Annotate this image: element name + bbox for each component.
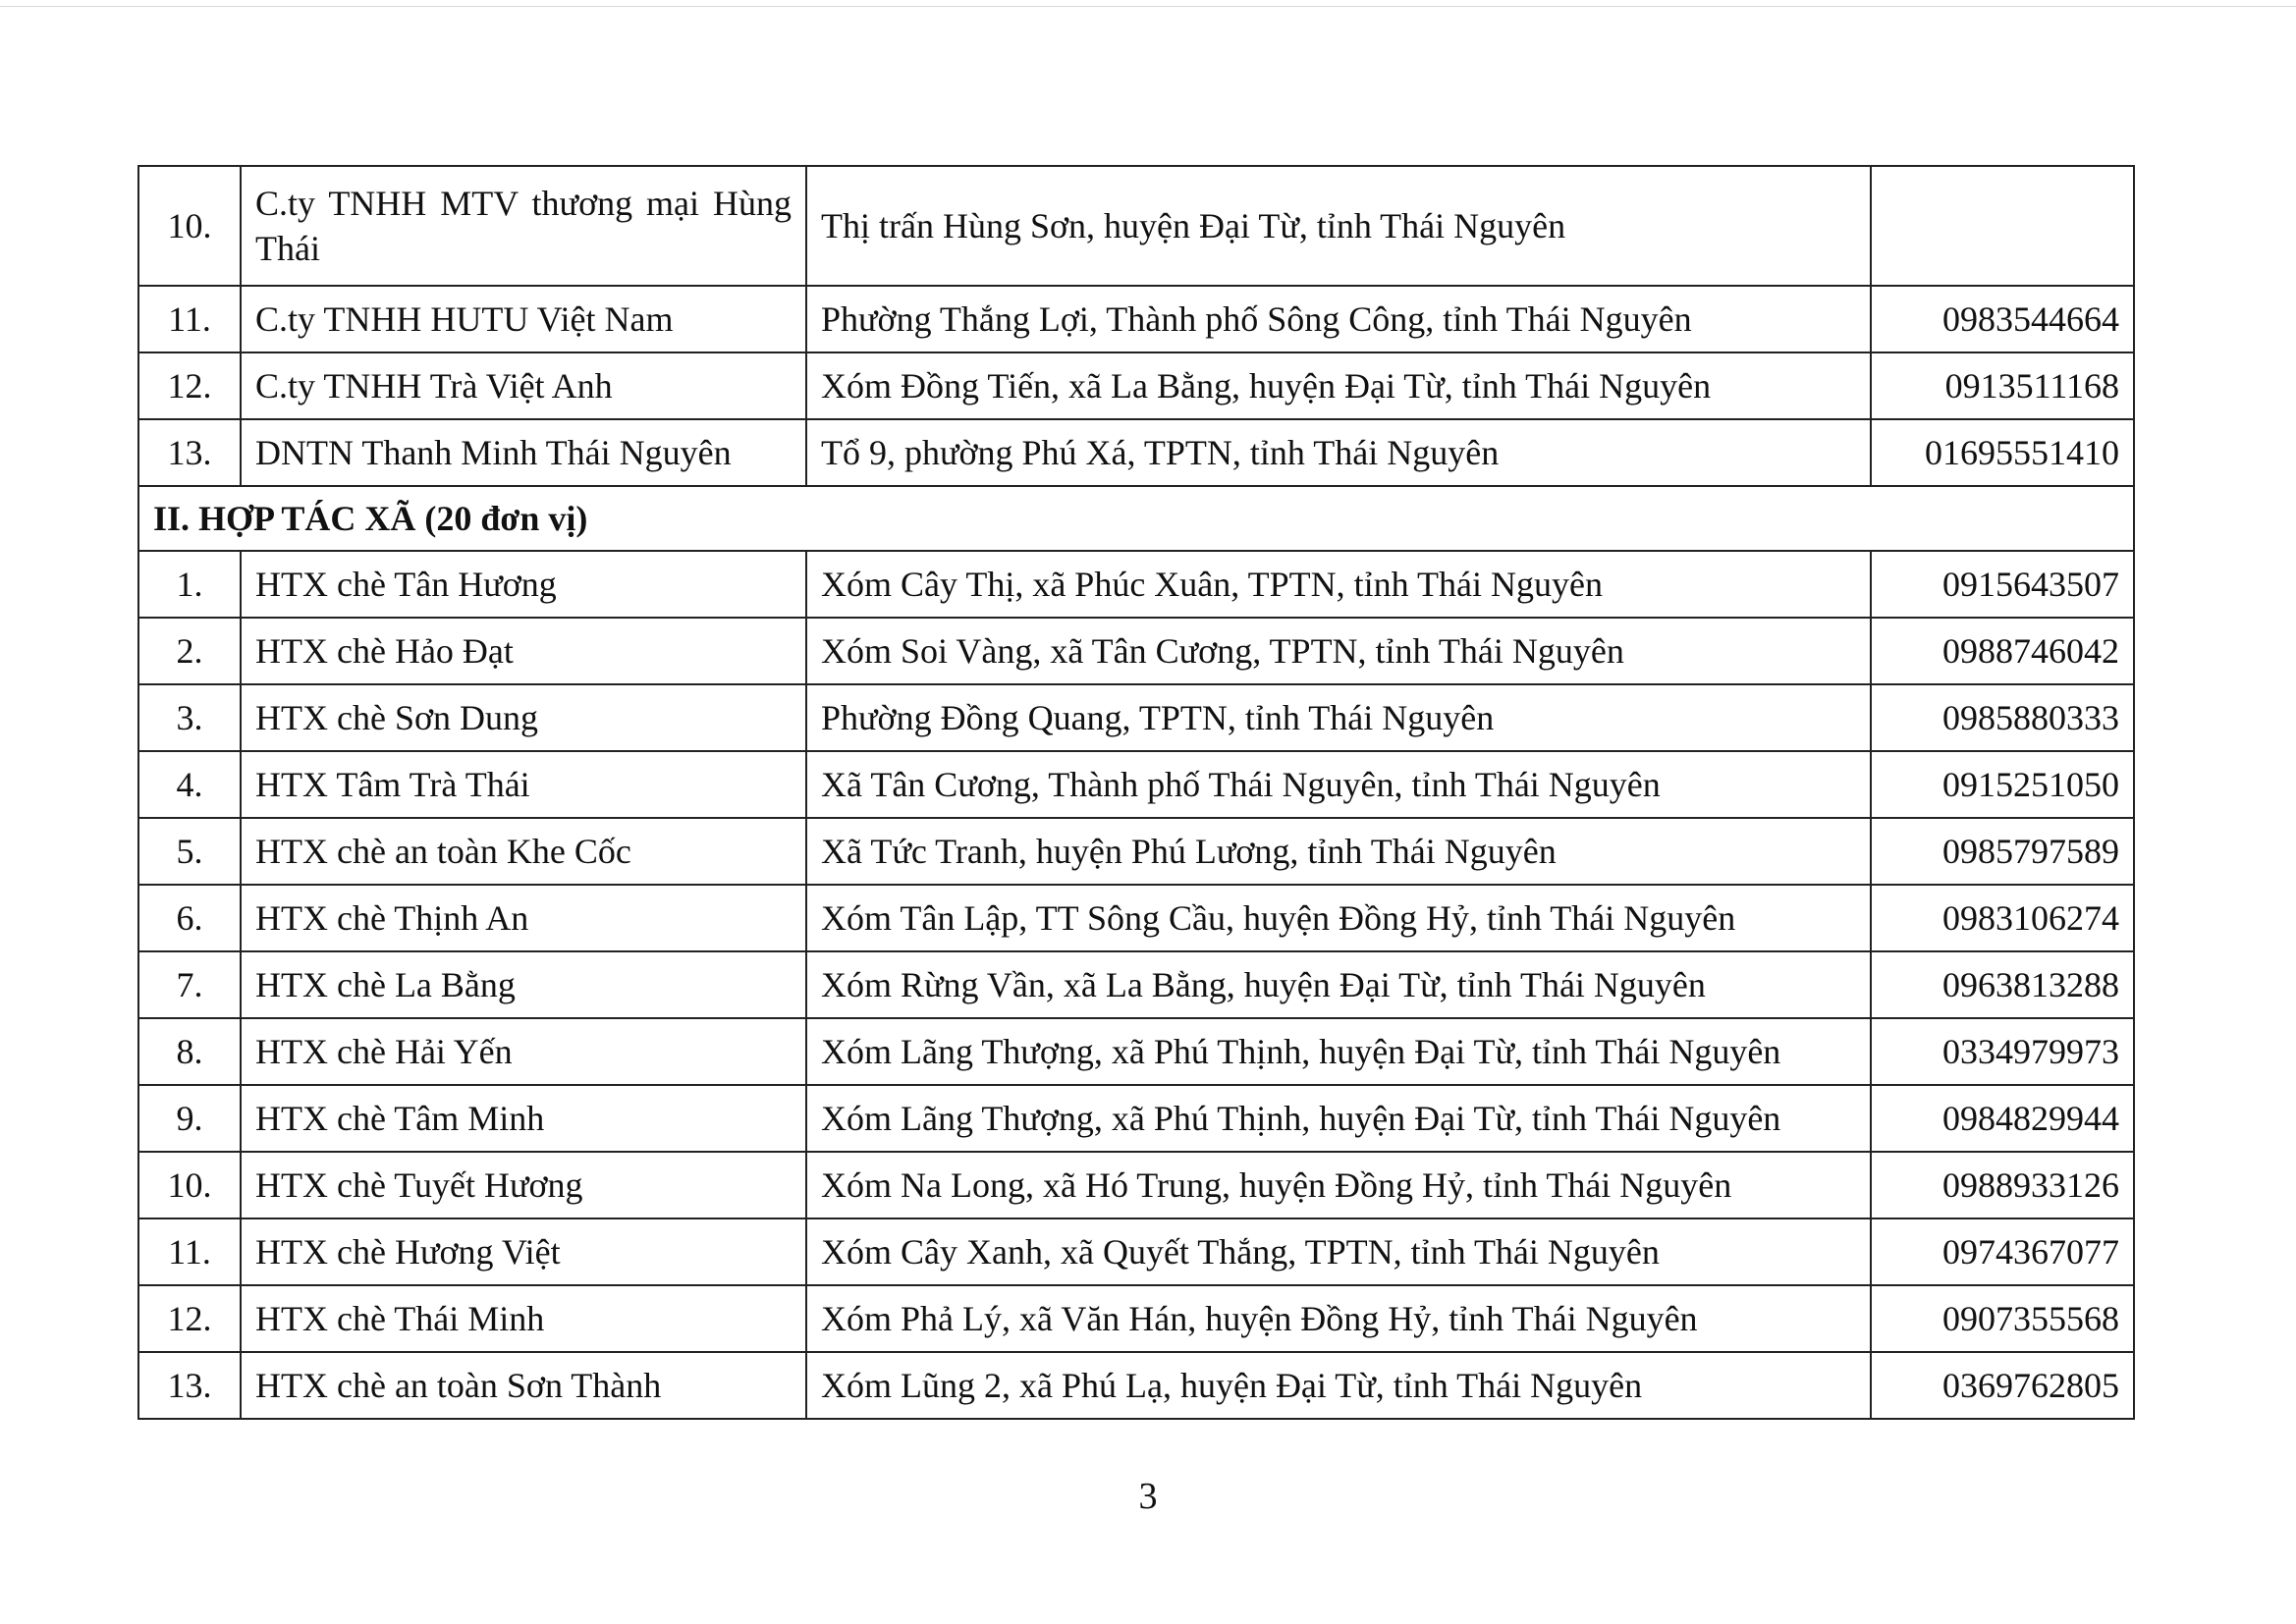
unit-phone: 0983106274 — [1871, 885, 2134, 951]
unit-phone: 0974367077 — [1871, 1218, 2134, 1285]
unit-name: HTX chè Thịnh An — [241, 885, 806, 951]
row-number: 9. — [138, 1085, 241, 1152]
unit-address: Xóm Cây Thị, xã Phúc Xuân, TPTN, tỉnh Thái Nguyên — [806, 551, 1871, 618]
unit-address: Xóm Na Long, xã Hó Trung, huyện Đồng Hỷ, tỉnh Thái Nguyên — [806, 1152, 1871, 1218]
unit-name: C.ty TNHH Trà Việt Anh — [241, 352, 806, 419]
unit-phone: 0984829944 — [1871, 1085, 2134, 1152]
unit-address: Xóm Phả Lý, xã Văn Hán, huyện Đồng Hỷ, tỉnh Thái Nguyên — [806, 1285, 1871, 1352]
row-number: 5. — [138, 818, 241, 885]
table-row — [138, 1285, 2134, 1352]
row-number: 10. — [138, 166, 241, 286]
row-number: 7. — [138, 951, 241, 1018]
row-number: 13. — [138, 1352, 241, 1419]
row-number: 3. — [138, 684, 241, 751]
table-row — [138, 1152, 2134, 1218]
unit-address: Phường Thắng Lợi, Thành phố Sông Công, tỉnh Thái Nguyên — [806, 286, 1871, 352]
table-row — [138, 751, 2134, 818]
unit-phone: 0369762805 — [1871, 1352, 2134, 1419]
row-number: 12. — [138, 352, 241, 419]
unit-name: HTX chè Tân Hương — [241, 551, 806, 618]
page-number: 3 — [1138, 1476, 1158, 1517]
unit-name: HTX chè Hảo Đạt — [241, 618, 806, 684]
unit-name: HTX chè Tuyết Hương — [241, 1152, 806, 1218]
unit-name: DNTN Thanh Minh Thái Nguyên — [241, 419, 806, 486]
unit-phone: 0915251050 — [1871, 751, 2134, 818]
unit-phone: 0983544664 — [1871, 286, 2134, 352]
table-row — [138, 166, 2134, 286]
unit-address: Xóm Lãng Thượng, xã Phú Thịnh, huyện Đại Từ, tỉnh Thái Nguyên — [806, 1085, 1871, 1152]
enterprise-list-table — [137, 165, 2135, 1420]
row-number: 2. — [138, 618, 241, 684]
unit-address: Xóm Soi Vàng, xã Tân Cương, TPTN, tỉnh Thái Nguyên — [806, 618, 1871, 684]
table-row — [138, 951, 2134, 1018]
unit-address: Xóm Lũng 2, xã Phú Lạ, huyện Đại Từ, tỉnh Thái Nguyên — [806, 1352, 1871, 1419]
table-row — [138, 419, 2134, 486]
unit-name: HTX chè La Bằng — [241, 951, 806, 1018]
row-number: 11. — [138, 1218, 241, 1285]
unit-address: Phường Đồng Quang, TPTN, tỉnh Thái Nguyên — [806, 684, 1871, 751]
section-heading-row — [138, 486, 2134, 551]
table-row — [138, 1018, 2134, 1085]
table-row — [138, 286, 2134, 352]
unit-name: HTX chè Thái Minh — [241, 1285, 806, 1352]
unit-address: Xóm Tân Lập, TT Sông Cầu, huyện Đồng Hỷ, tỉnh Thái Nguyên — [806, 885, 1871, 951]
unit-phone — [1871, 166, 2134, 286]
unit-address: Xóm Lãng Thượng, xã Phú Thịnh, huyện Đại Từ, tỉnh Thái Nguyên — [806, 1018, 1871, 1085]
unit-name: HTX chè Sơn Dung — [241, 684, 806, 751]
unit-address: Xã Tân Cương, Thành phố Thái Nguyên, tỉnh Thái Nguyên — [806, 751, 1871, 818]
table-row — [138, 1352, 2134, 1419]
unit-address: Xóm Cây Xanh, xã Quyết Thắng, TPTN, tỉnh Thái Nguyên — [806, 1218, 1871, 1285]
unit-name: HTX Tâm Trà Thái — [241, 751, 806, 818]
unit-phone: 0963813288 — [1871, 951, 2134, 1018]
unit-phone: 0915643507 — [1871, 551, 2134, 618]
unit-name: HTX chè Hương Việt — [241, 1218, 806, 1285]
unit-name: HTX chè an toàn Khe Cốc — [241, 818, 806, 885]
unit-name: HTX chè Tâm Minh — [241, 1085, 806, 1152]
unit-name: HTX chè Hải Yến — [241, 1018, 806, 1085]
table-row — [138, 885, 2134, 951]
unit-phone: 0334979973 — [1871, 1018, 2134, 1085]
row-number: 1. — [138, 551, 241, 618]
row-number: 13. — [138, 419, 241, 486]
row-number: 8. — [138, 1018, 241, 1085]
unit-address: Xã Tức Tranh, huyện Phú Lương, tỉnh Thái Nguyên — [806, 818, 1871, 885]
unit-phone: 0988933126 — [1871, 1152, 2134, 1218]
unit-name: C.ty TNHH HUTU Việt Nam — [241, 286, 806, 352]
table-row — [138, 684, 2134, 751]
row-number: 12. — [138, 1285, 241, 1352]
unit-address: Tổ 9, phường Phú Xá, TPTN, tỉnh Thái Nguyên — [806, 419, 1871, 486]
unit-phone: 0985797589 — [1871, 818, 2134, 885]
table-row — [138, 618, 2134, 684]
section-heading: II. HỢP TÁC XÃ (20 đơn vị) — [138, 486, 2134, 551]
unit-address: Thị trấn Hùng Sơn, huyện Đại Từ, tỉnh Thái Nguyên — [806, 166, 1871, 286]
row-number: 6. — [138, 885, 241, 951]
unit-phone: 01695551410 — [1871, 419, 2134, 486]
scan-edge-line — [0, 6, 2296, 7]
table-row — [138, 818, 2134, 885]
row-number: 11. — [138, 286, 241, 352]
unit-address: Xóm Rừng Vần, xã La Bằng, huyện Đại Từ, tỉnh Thái Nguyên — [806, 951, 1871, 1018]
table-row — [138, 1218, 2134, 1285]
unit-name: C.ty TNHH MTV thương mại Hùng Thái — [241, 166, 806, 286]
unit-name: HTX chè an toàn Sơn Thành — [241, 1352, 806, 1419]
unit-address: Xóm Đồng Tiến, xã La Bằng, huyện Đại Từ, tỉnh Thái Nguyên — [806, 352, 1871, 419]
row-number: 4. — [138, 751, 241, 818]
table-row — [138, 352, 2134, 419]
unit-phone: 0907355568 — [1871, 1285, 2134, 1352]
row-number: 10. — [138, 1152, 241, 1218]
table-row — [138, 1085, 2134, 1152]
table-row — [138, 551, 2134, 618]
unit-phone: 0988746042 — [1871, 618, 2134, 684]
unit-phone: 0913511168 — [1871, 352, 2134, 419]
unit-phone: 0985880333 — [1871, 684, 2134, 751]
